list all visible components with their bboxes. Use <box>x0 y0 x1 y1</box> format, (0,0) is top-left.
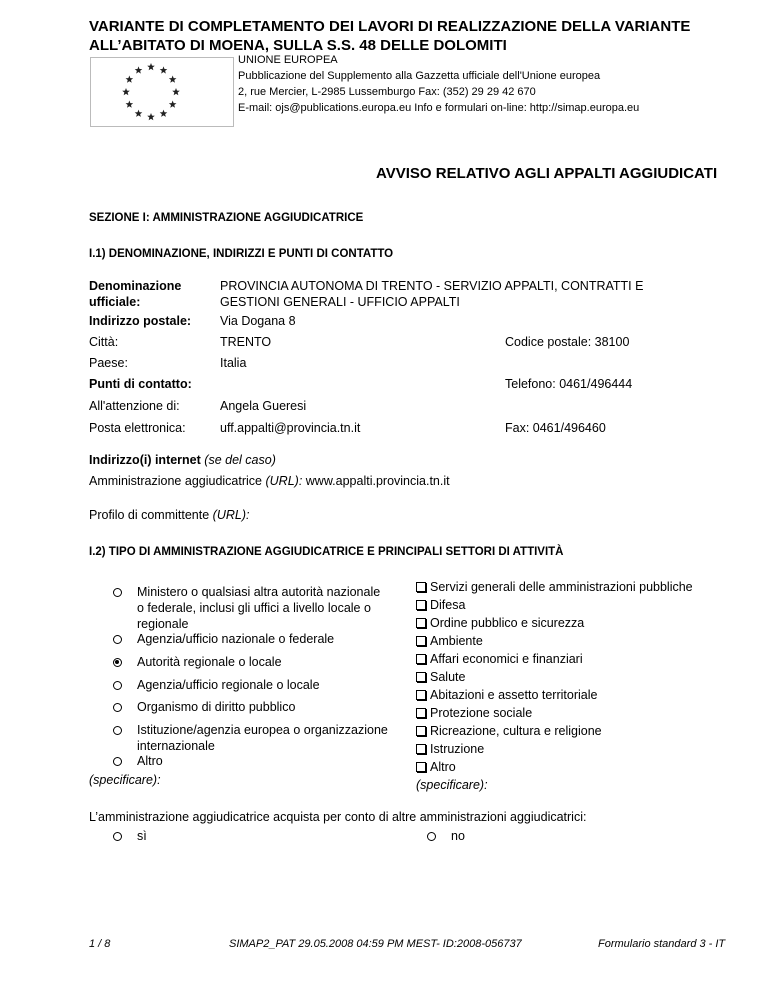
type-agenzia-regionale-label: Agenzia/ufficio regionale o locale <box>137 678 320 692</box>
star-icon <box>126 101 134 108</box>
type-autorita-regionale-label: Autorità regionale o locale <box>137 655 282 669</box>
buys-yes-label: sì <box>137 829 147 843</box>
notice-title: AVVISO RELATIVO AGLI APPALTI AGGIUDICATI <box>376 165 718 182</box>
publisher-line: E-mail: ojs@publications.europa.eu Info e formulari on-line: http://simap.europa.eu <box>238 102 640 114</box>
sector-checkbox[interactable]: Affari economici e finanziari <box>416 650 693 668</box>
checkbox-icon[interactable] <box>416 636 426 646</box>
star-icon <box>160 66 168 73</box>
star-icon <box>126 76 134 83</box>
checkbox-icon[interactable] <box>416 708 426 718</box>
star-icon <box>135 110 143 117</box>
checkbox-icon[interactable] <box>416 600 426 610</box>
star-icon <box>160 110 168 117</box>
sector-checkbox[interactable]: Ricreazione, cultura e religione <box>416 722 693 740</box>
checkbox-icon[interactable] <box>416 582 426 592</box>
footer-form: Formulario standard 3 - IT <box>598 938 726 950</box>
paese-label: Paese: <box>89 356 128 370</box>
type-altro-label: Altro <box>137 754 163 768</box>
checkbox-icon[interactable] <box>416 672 426 682</box>
sectors-list <box>416 578 693 794</box>
star-icon <box>172 88 180 95</box>
radio-buys-yes[interactable] <box>113 832 122 841</box>
radio-type-ministero[interactable] <box>113 588 122 597</box>
star-icon <box>135 66 143 73</box>
type-specify-label: (specificare): <box>89 773 161 787</box>
paese-value: Italia <box>220 356 247 370</box>
attenzione-label: All'attenzione di: <box>89 399 180 413</box>
radio-type-istituzione-europea[interactable] <box>113 726 122 735</box>
denominazione-value: PROVINCIA AUTONOMA DI TRENTO - SERVIZIO APPALTI, CONTRATTI E GESTIONI GENERALI - UFFICIO APPALTI <box>220 279 644 309</box>
checkbox-icon[interactable] <box>416 726 426 736</box>
star-icon <box>147 113 155 120</box>
subsection-title: I.1) DENOMINAZIONE, INDIRIZZI E PUNTI DI CONTATTO <box>89 248 394 260</box>
sector-checkbox[interactable]: Servizi generali delle amministrazioni pubbliche <box>416 578 693 596</box>
checkbox-icon[interactable] <box>416 654 426 664</box>
codice-postale: Codice postale: 38100 <box>505 335 630 349</box>
indirizzo-label: Indirizzo postale: <box>89 314 192 328</box>
buys-for-others-question: L’amministrazione aggiudicatrice acquista per conto di altre amministrazioni aggiudicatrici: <box>89 810 587 824</box>
sector-checkbox[interactable]: Difesa <box>416 596 693 614</box>
citta-label: Città: <box>89 335 119 349</box>
section-title: SEZIONE I: AMMINISTRAZIONE AGGIUDICATRICE <box>89 212 364 224</box>
citta-value: TRENTO <box>220 335 272 349</box>
checkbox-icon[interactable] <box>416 690 426 700</box>
radio-type-agenzia-regionale[interactable] <box>113 681 122 690</box>
indirizzo-value: Via Dogana 8 <box>220 314 296 328</box>
publisher-line: Pubblicazione del Supplemento alla Gazzetta ufficiale dell'Unione europea <box>238 70 601 82</box>
radio-buys-no[interactable] <box>427 832 436 841</box>
star-icon <box>122 88 130 95</box>
type-ministero-label: Ministero o qualsiasi altra autorità nazionale o federale, inclusi gli uffici a livello locale o regionale <box>137 585 381 631</box>
publisher-info <box>238 52 639 116</box>
publisher-line: UNIONE EUROPEA <box>238 54 338 66</box>
admin-url: www.appalti.provincia.tn.it <box>305 474 450 488</box>
page-number: 1 / 8 <box>89 938 111 950</box>
type-organismo-label: Organismo di diritto pubblico <box>137 700 296 714</box>
radio-type-organismo[interactable] <box>113 703 122 712</box>
type-istituzione-europea-label: Istituzione/agenzia europea o organizzazione internazionale <box>137 723 388 753</box>
sector-specify-label: (specificare): <box>416 778 488 792</box>
telefono: Telefono: 0461/496444 <box>505 377 633 391</box>
fax: Fax: 0461/496460 <box>505 421 606 435</box>
sector-checkbox[interactable]: Abitazioni e assetto territoriale <box>416 686 693 704</box>
document-title: VARIANTE DI COMPLETAMENTO DEI LAVORI DI REALIZZAZIONE DELLA VARIANTE ALL’ABITATO DI MOENA, SULLA S.S. 48 DELLE DOLOMITI <box>89 18 691 54</box>
sector-checkbox[interactable]: Altro <box>416 758 693 776</box>
star-icon <box>147 63 155 70</box>
sector-checkbox[interactable]: Istruzione <box>416 740 693 758</box>
footer-id: SIMAP2_PAT 29.05.2008 04:59 PM MEST- ID:2008-056737 <box>229 938 522 950</box>
email-label: Posta elettronica: <box>89 421 186 435</box>
email-value: uff.appalti@provincia.tn.it <box>220 421 361 435</box>
checkbox-icon[interactable] <box>416 618 426 628</box>
sector-checkbox[interactable]: Ambiente <box>416 632 693 650</box>
star-icon <box>169 76 177 83</box>
profilo-url-row: Profilo di committente (URL): <box>89 508 250 522</box>
publisher-line: 2, rue Mercier, L-2985 Lussemburgo Fax: (352) 29 29 42 670 <box>238 86 536 98</box>
radio-type-agenzia-nazionale[interactable] <box>113 635 122 644</box>
internet-heading: Indirizzo(i) internet (se del caso) <box>89 453 276 467</box>
sector-checkbox[interactable]: Protezione sociale <box>416 704 693 722</box>
checkbox-icon[interactable] <box>416 744 426 754</box>
radio-type-altro[interactable] <box>113 757 122 766</box>
checkbox-icon[interactable] <box>416 762 426 772</box>
subsection-title: I.2) TIPO DI AMMINISTRAZIONE AGGIUDICATRICE E PRINCIPALI SETTORI DI ATTIVITÀ <box>89 546 564 558</box>
radio-type-autorita-regionale[interactable] <box>113 658 122 667</box>
sector-checkbox[interactable]: Salute <box>416 668 693 686</box>
star-icon <box>169 101 177 108</box>
punti-contatto-label: Punti di contatto: <box>89 377 192 391</box>
eu-flag-logo <box>90 57 234 127</box>
type-agenzia-nazionale-label: Agenzia/ufficio nazionale o federale <box>137 632 335 646</box>
admin-url-row: Amministrazione aggiudicatrice (URL): www.appalti.provincia.tn.it <box>89 474 450 488</box>
attenzione-value: Angela Gueresi <box>220 399 307 413</box>
denominazione-label: Denominazione ufficiale: <box>89 279 182 309</box>
buys-no-label: no <box>451 829 465 843</box>
sector-checkbox[interactable]: Ordine pubblico e sicurezza <box>416 614 693 632</box>
